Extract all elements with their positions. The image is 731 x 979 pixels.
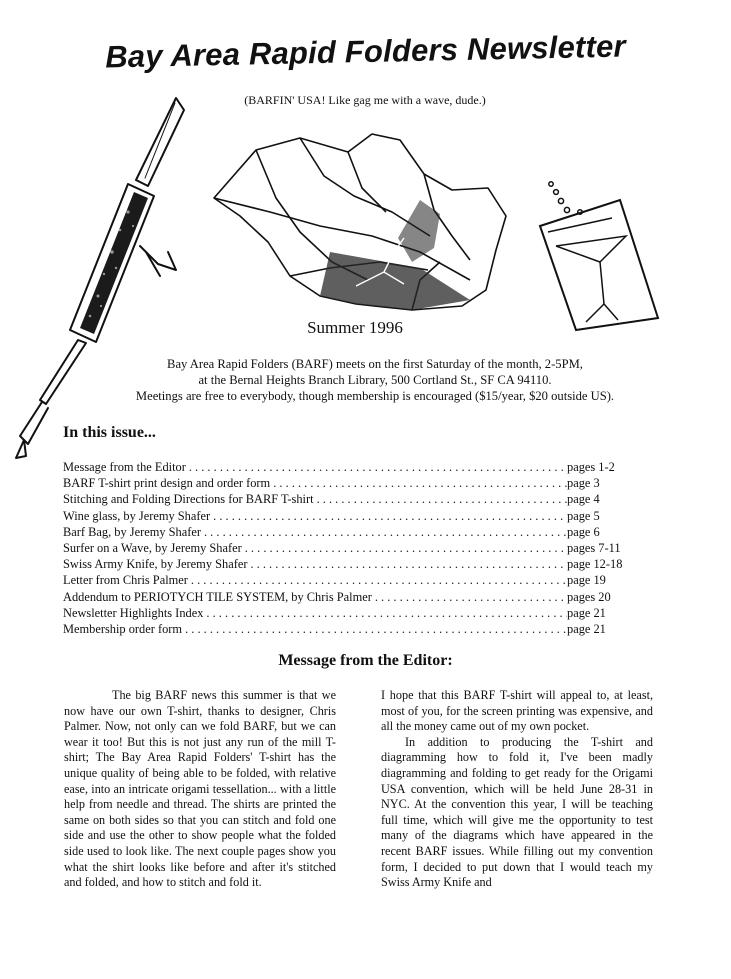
toc-leader: [188, 572, 567, 588]
toc-item-pages: page 4: [567, 492, 600, 507]
toc-item: [63, 621, 623, 637]
newsletter-subtitle: (BARFIN' USA! Like gag me with a wave, dude.): [244, 93, 486, 107]
meeting-line: Bay Area Rapid Folders (BARF) meets on the first Saturday of the month, 2-5PM,: [167, 357, 583, 371]
toc-item-pages: page 21: [567, 621, 606, 636]
toc-leader: [203, 605, 567, 621]
toc-leader: [182, 621, 567, 637]
toc-item-pages: page 3: [567, 476, 600, 491]
toc-leader: [247, 556, 567, 572]
section-heading: Message from the Editor:: [278, 652, 453, 669]
toc-leader: [201, 524, 567, 540]
toc-item-pages: page 6: [567, 524, 600, 539]
toc-item-title: Stitching and Folding Directions for BARF T-shirt: [63, 492, 314, 507]
toc-item-title: Membership order form: [63, 621, 183, 636]
article-paragraph: In addition to producing the T-shirt and diagramming how to fold it, I've been madly diagramming and folding to get ready for the Origami USA convention, which will be held June 28-31 in NYC. At the convention this year, I will be teaching full time, which will give me the opportunity to test many of the diagrams which have appeared in the recent BARF issues. While filling out my convention form, I decided to put down that I would teach my Swiss Army Knife and: [381, 734, 653, 890]
issue-season: Summer 1996: [307, 318, 403, 337]
toc-item: [63, 556, 623, 572]
article-paragraph: I hope that this BARF T-shirt will appeal to, at least, most of you, for the screen printing was expensive, and all the money came out of my own pocket.: [381, 688, 653, 734]
toc-item-title: Message from the Editor: [63, 460, 186, 474]
toc-item-title: Wine glass, by Jeremy Shafer: [63, 508, 211, 523]
toc-item-title: Swiss Army Knife, by Jeremy Shafer: [63, 557, 248, 572]
toc-leader: [186, 459, 567, 475]
toc-item-title: Letter from Chris Palmer: [63, 573, 188, 588]
toc-item-title: BARF T-shirt print design and order form: [63, 476, 271, 491]
article-paragraph: The big BARF news this summer is that we now have our own T-shirt, thanks to designer, Chris Palmer. Now, not only can we fold BARF, but we can wear it too! But this is not just any run of the mill T-shirt; The Bay Area Rapid Folders' T-shirt has the unique quality of being able to be folded, with relative ease, into an intricate origami tessellation... with a little help from needle and thread. The shirts are printed the same on both sides so that you can stitch and fold one side and use the other to show people what the folded side used to look like. The next couple pages show you what the shirt looks like before and after it's stitched and folded, and how to stitch and fold it.: [64, 688, 336, 890]
meeting-line: Meetings are free to everybody, though membership is encouraged ($15/year, $20 outside US).: [135, 389, 615, 403]
toc-item-pages: page 19: [567, 573, 606, 588]
meeting-info: [80, 356, 670, 404]
toc-item-title: Addendum to PERIOTYCH TILE SYSTEM, by Chris Palmer: [63, 589, 372, 604]
toc-item: [63, 459, 623, 475]
toc-item: [63, 572, 623, 588]
toc-item: [63, 605, 623, 621]
toc-item: [63, 491, 623, 507]
toc-item-title: Barf Bag, by Jeremy Shafer: [63, 524, 201, 539]
toc-item: [63, 524, 623, 540]
toc-item-pages: pages 7-11: [567, 540, 621, 555]
toc-item-title: Newsletter Highlights Index: [63, 605, 204, 620]
toc-leader: [242, 540, 567, 556]
newsletter-title: Bay Area Rapid Folders Newsletter: [104, 28, 627, 75]
toc-leader: [270, 475, 567, 491]
toc-item-pages: page 21: [567, 605, 606, 620]
toc-item: [63, 540, 623, 556]
article-column-left: [64, 688, 336, 891]
toc-item-pages: page 12-18: [567, 557, 623, 572]
toc-item: [63, 475, 623, 491]
toc-heading: In this issue...: [63, 424, 156, 441]
toc-item-pages: page 5: [567, 508, 600, 523]
article-column-right: [381, 688, 653, 891]
toc-item-pages: pages 20: [567, 589, 611, 604]
toc-leader: [210, 508, 567, 524]
toc-leader: [314, 491, 567, 507]
toc-item-pages: pages 1-2: [567, 460, 615, 474]
toc-item: [63, 508, 623, 524]
toc-item-title: Surfer on a Wave, by Jeremy Shafer: [63, 540, 242, 555]
table-of-contents: [63, 459, 623, 637]
toc-leader: [372, 589, 567, 605]
meeting-line: at the Bernal Heights Branch Library, 500 Cortland St., SF CA 94110.: [198, 373, 552, 387]
toc-item: [63, 589, 623, 605]
